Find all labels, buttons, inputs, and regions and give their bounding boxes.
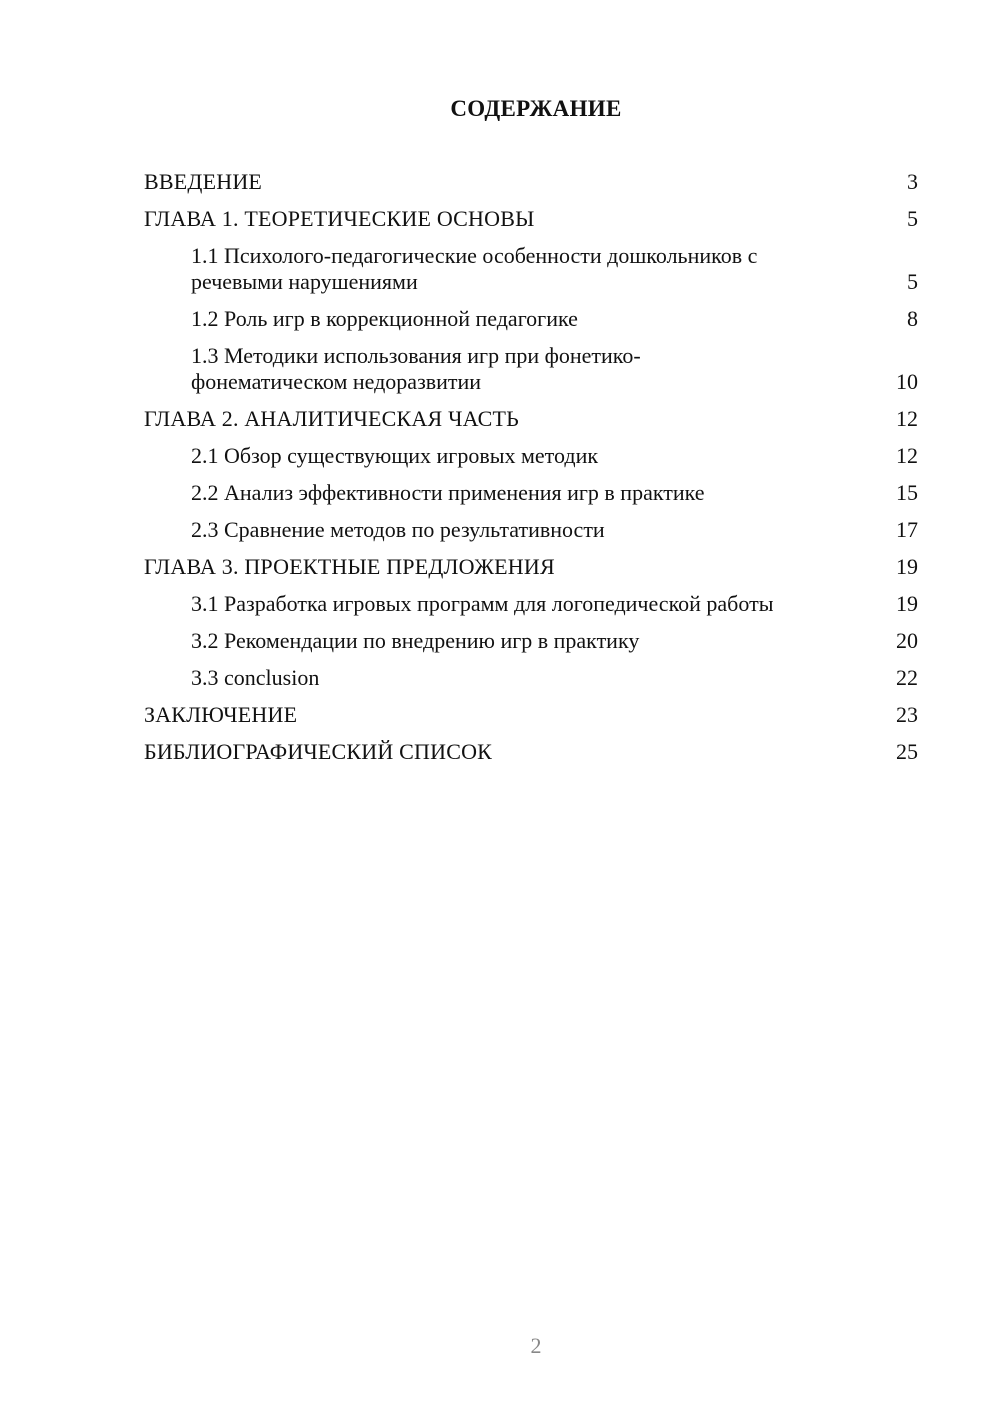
toc-entry-page: 15 [896,480,918,505]
toc-entry-page: 19 [896,554,918,579]
toc-entry-page: 25 [896,739,918,764]
toc-entry-page: 3 [907,169,918,194]
toc-entry-text: ВВЕДЕНИЕ [144,169,263,194]
toc-entry-section-3-1[interactable] [144,591,918,617]
toc-entry-text: 2.2 Анализ эффективности применения игр в практике [191,480,705,505]
toc-entry-section-3-2[interactable] [144,628,918,654]
toc-entry-page: 8 [907,306,918,331]
toc-entry-chapter-3[interactable] [144,554,918,580]
toc-entry-section-1-1[interactable] [144,243,918,295]
toc-entry-page: 20 [896,628,918,653]
toc-entry-page: 12 [896,443,918,468]
toc-entry-section-2-2[interactable] [144,480,918,506]
toc-entry-page: 17 [896,517,918,542]
toc-entry-chapter-1[interactable] [144,206,918,232]
toc-entry-section-1-2[interactable] [144,306,918,332]
toc-entry-page: 23 [896,702,918,727]
toc-entry-chapter-2[interactable] [144,406,918,432]
toc-entry-text: 1.2 Роль игр в коррекционной педагогике [191,306,578,331]
toc-entry-page: 22 [896,665,918,690]
toc-entry-conclusion[interactable] [144,702,918,728]
toc-entry-text: ГЛАВА 3. ПРОЕКТНЫЕ ПРЕДЛОЖЕНИЯ [144,554,555,579]
toc-entry-page: 10 [896,369,918,394]
toc-entry-text: ГЛАВА 2. АНАЛИТИЧЕСКАЯ ЧАСТЬ [144,406,519,431]
toc-entry-section-3-3[interactable] [144,665,918,691]
toc-entry-page: 12 [896,406,918,431]
toc-entry-text: ЗАКЛЮЧЕНИЕ [144,702,298,727]
toc-entry-bibliography[interactable] [144,739,918,765]
toc-entry-section-2-3[interactable] [144,517,918,543]
toc-entry-section-1-3[interactable] [144,343,918,395]
toc-entry-text: БИБЛИОГРАФИЧЕСКИЙ СПИСОК [144,739,493,764]
toc-entry-text: 2.1 Обзор существующих игровых методик [191,443,599,468]
toc-entry-text: 3.3 conclusion [191,665,320,690]
toc-entry-text: 3.1 Разработка игровых программ для логопедической работы [191,591,774,616]
page-title: СОДЕРЖАНИЕ [450,96,622,121]
toc-entry-text: 2.3 Сравнение методов по результативности [191,517,605,542]
table-of-contents [144,169,918,776]
toc-entry-introduction[interactable] [144,169,918,195]
page-number: 2 [530,1333,542,1358]
toc-entry-text: ГЛАВА 1. ТЕОРЕТИЧЕСКИЕ ОСНОВЫ [144,206,535,231]
toc-entry-page: 5 [907,206,918,231]
toc-entry-section-2-1[interactable] [144,443,918,469]
toc-entry-text: 1.1 Психолого-педагогические особенности дошкольников с речевыми нарушениями [191,243,758,294]
toc-entry-text: 1.3 Методики использования игр при фонетико-фонематическом недоразвитии [191,343,641,394]
toc-entry-text: 3.2 Рекомендации по внедрению игр в практику [191,628,640,653]
toc-entry-page: 19 [896,591,918,616]
toc-entry-page: 5 [907,269,918,294]
